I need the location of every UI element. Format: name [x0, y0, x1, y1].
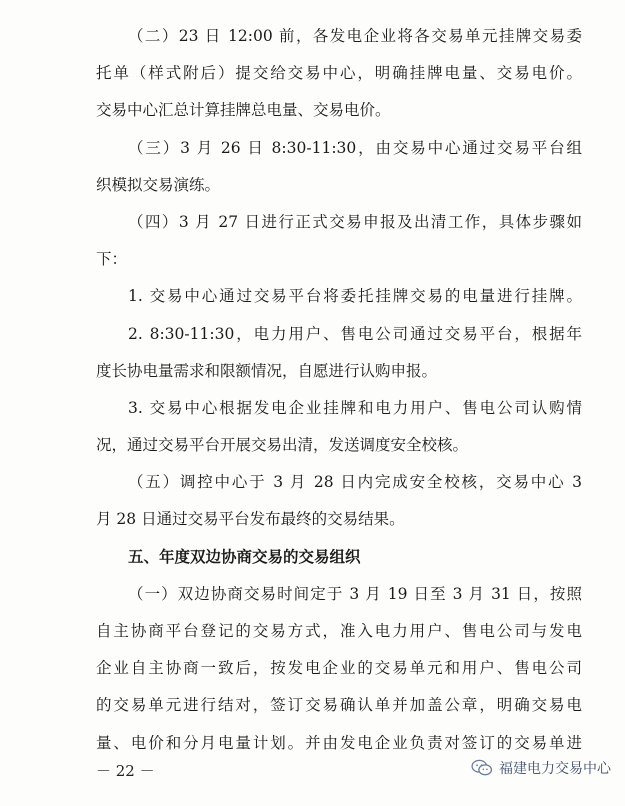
text-line: 月 28 日通过交易平台发布最终的交易结果。	[96, 510, 405, 529]
text-line: 2. 8:30-11:30，电力用户、售电公司通过交易平台，根据年	[128, 324, 582, 343]
text-line: 织模拟交易演练。	[96, 175, 221, 194]
source-watermark	[471, 758, 611, 778]
text-line: 下：	[96, 250, 128, 269]
text-line: 的交易单元进行结对，签订交易确认单并加盖公章，明确交易电	[96, 696, 582, 715]
page-number: － 22 －	[96, 762, 155, 780]
watermark-text: 福建电力交易中心	[499, 761, 611, 777]
text-line: （二）23 日 12:00 前，各发电企业将各交易单元挂牌交易委	[128, 27, 582, 45]
text-line: （五）调控中心于 3 月 28 日内完成安全校核，交易中心 3	[128, 473, 582, 492]
text-line: （一）双边协商交易时间定于 3 月 19 日至 3 月 31 日，按照	[128, 584, 582, 603]
text-line: 交易中心汇总计算挂牌总电量、交易电价。	[96, 101, 391, 120]
document-body	[96, 26, 582, 770]
text-line: 3. 交易中心根据发电企业挂牌和电力用户、售电公司认购情	[128, 398, 582, 417]
text-line: （四）3 月 27 日进行正式交易申报及出清工作，具体步骤如	[128, 212, 582, 231]
text-line: 度长协电量需求和限额情况，自愿进行认购申报。	[96, 361, 438, 380]
text-line: 企业自主协商一致后，按发电企业的交易单元和用户、售电公司	[96, 659, 582, 678]
text-line: 托单（样式附后）提交给交易中心，明确挂牌电量、交易电价。	[96, 64, 582, 83]
text-line: 1. 交易中心通过交易平台将委托挂牌交易的电量进行挂牌。	[128, 287, 582, 306]
text-line: 量、电价和分月电量计划。并由发电企业负责对签订的交易单进	[96, 733, 582, 752]
text-line: 自主协商平台登记的交易方式，准入电力用户、售电公司与发电	[96, 622, 582, 640]
section-heading: 五、年度双边协商交易的交易组织	[128, 547, 361, 566]
text-line: 况，通过交易平台开展交易出清，发送调度安全校核。	[96, 436, 469, 455]
text-line: （三）3 月 26 日 8:30-11:30，由交易中心通过交易平台组	[128, 138, 582, 157]
wechat-icon	[471, 759, 493, 777]
